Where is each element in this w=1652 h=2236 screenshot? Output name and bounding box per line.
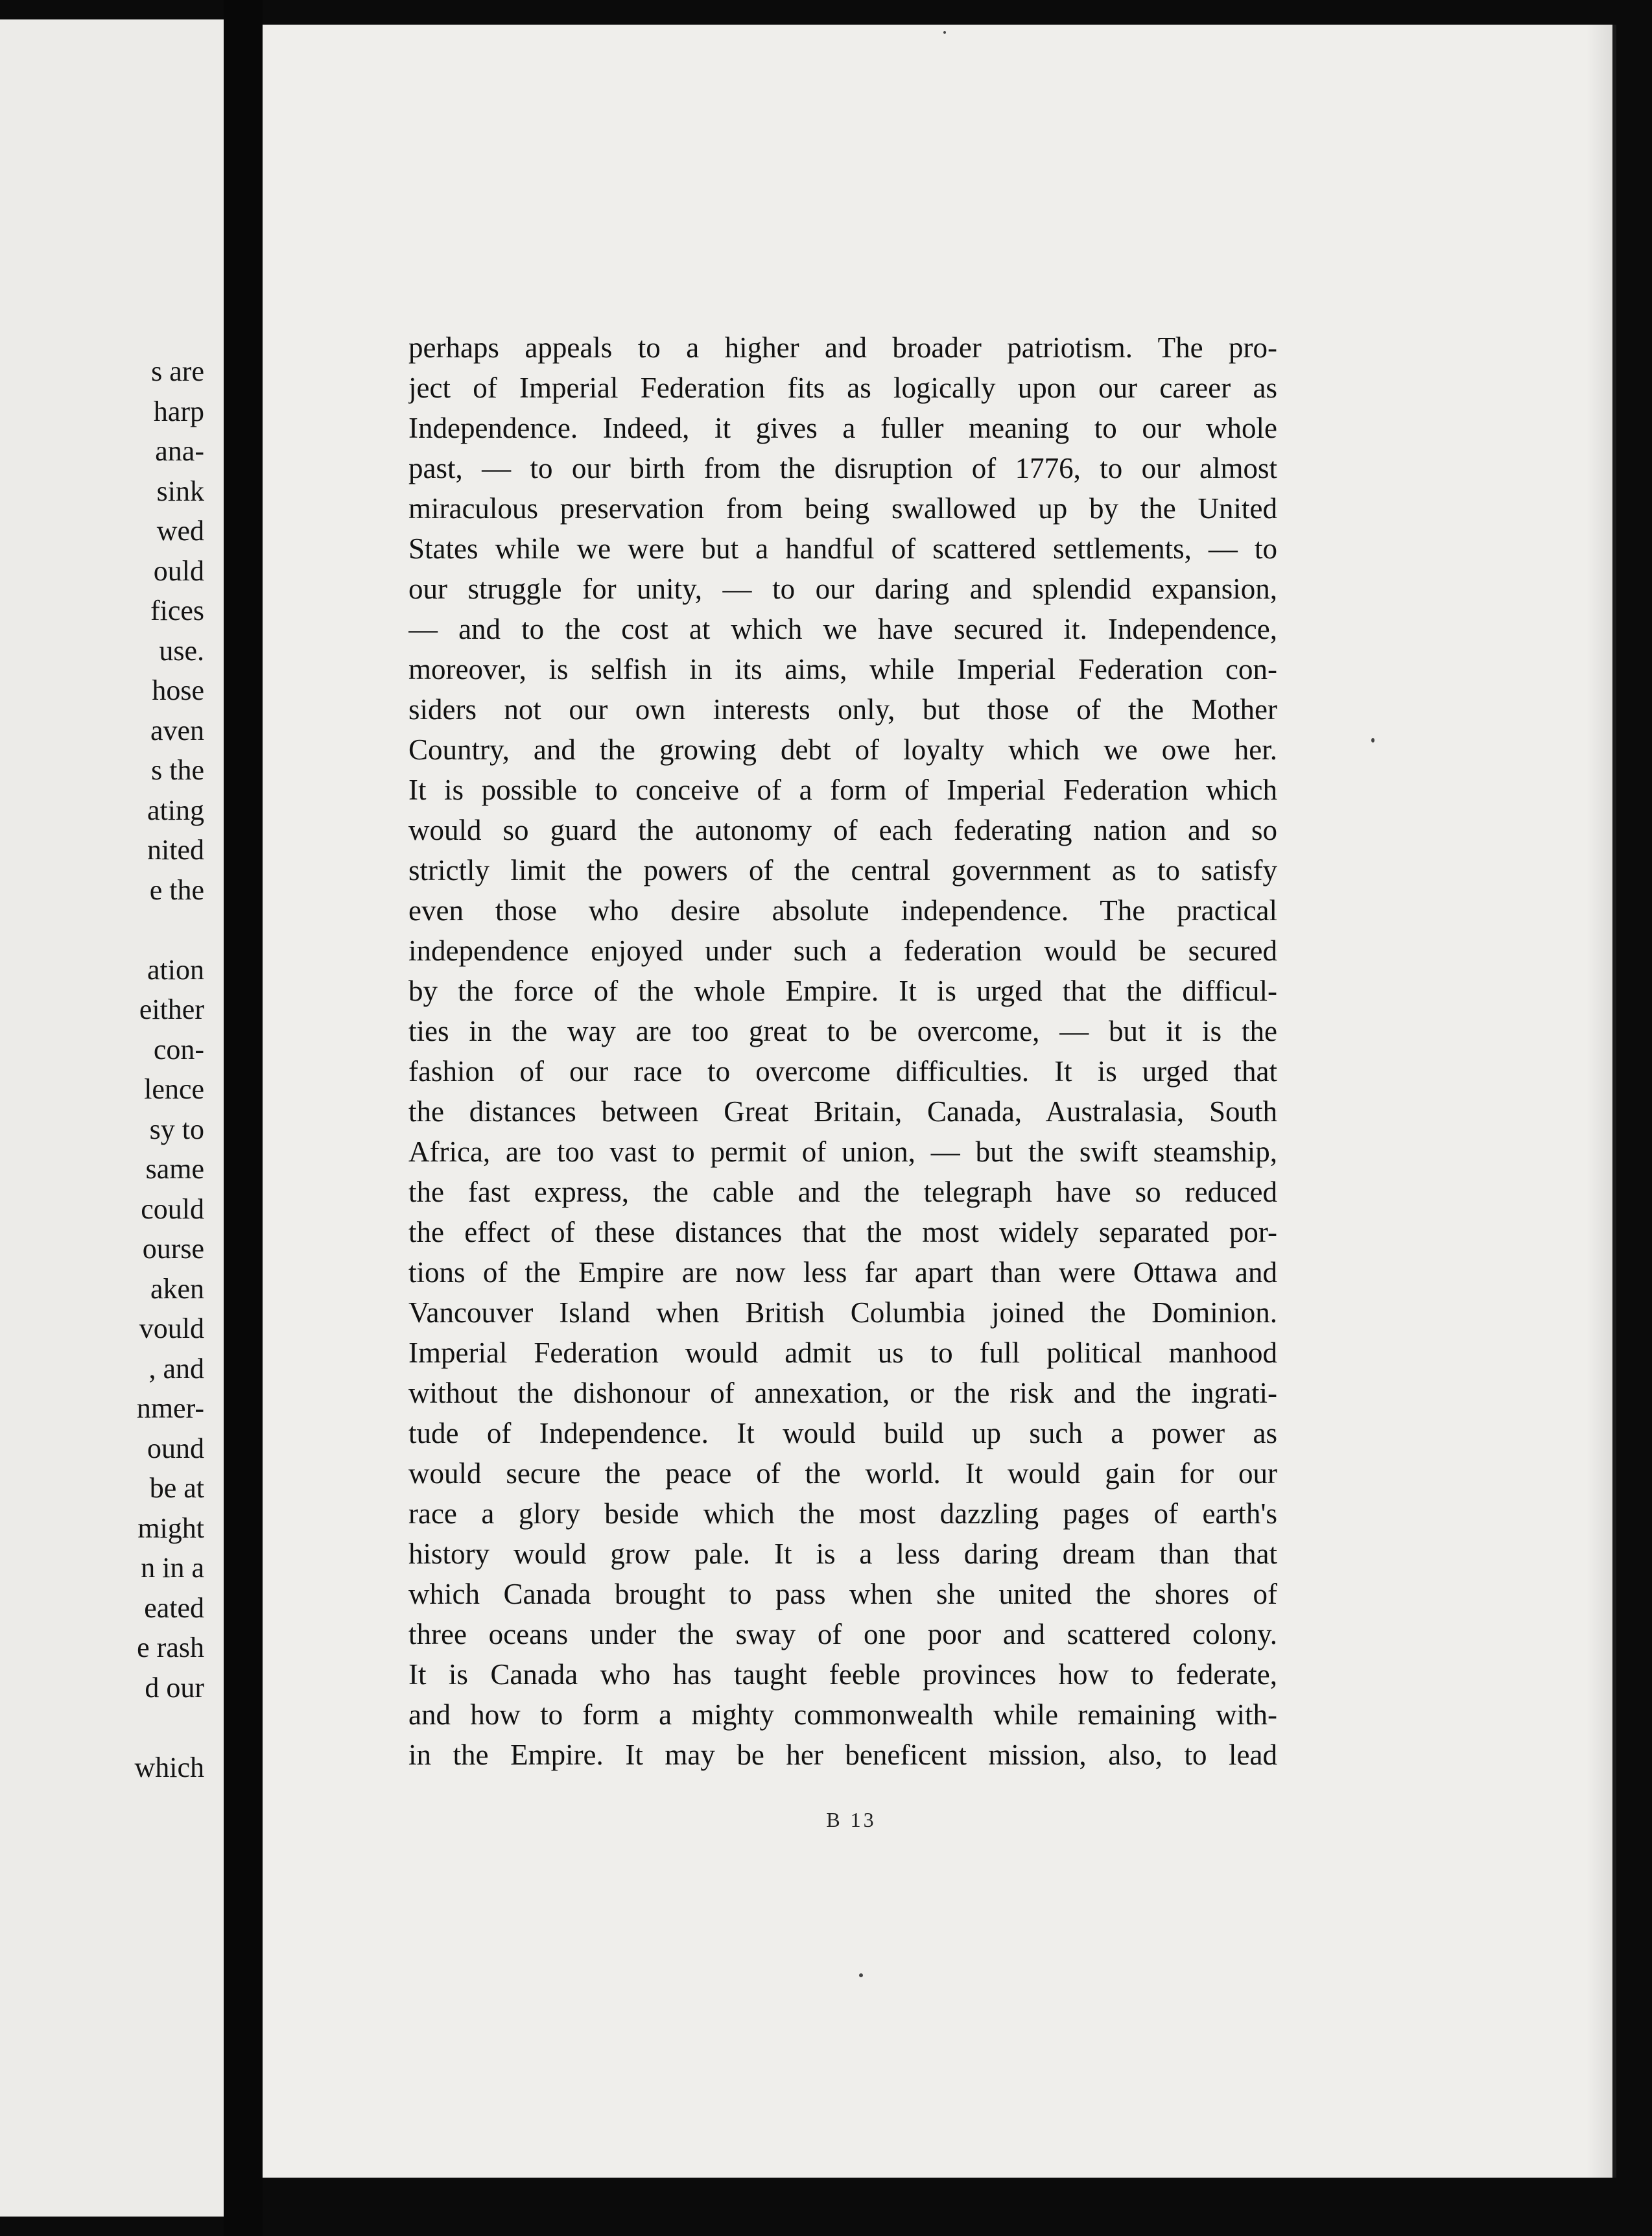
left-page-line-fragment: harp — [153, 395, 204, 427]
left-page-line-fragment: ound — [147, 1432, 204, 1464]
left-page-line-fragment: ould — [153, 554, 204, 587]
left-page-line-fragment: either — [139, 993, 204, 1025]
text-line: fashion of our race to overcome difficulties. It is urged that — [408, 1055, 1277, 1088]
text-line: tions of the Empire are now less far apart than were Ottawa and — [408, 1256, 1277, 1289]
text-line: in the Empire. It may be her beneficent mission, also, to lead — [408, 1739, 1277, 1771]
left-page-blank-line — [0, 910, 204, 950]
left-page — [0, 19, 224, 2217]
left-page-line-fragment: aven — [150, 714, 204, 746]
left-page-line-fragment: , and — [148, 1352, 204, 1385]
text-line: the effect of these distances that the most widely separated por- — [408, 1216, 1277, 1248]
paper-speck — [859, 1973, 863, 1977]
signature-mark: B 13 — [826, 1808, 877, 1831]
text-line: — and to the cost at which we have secured it. Independence, — [408, 613, 1277, 645]
text-line: It is possible to conceive of a form of Imperial Federation which — [408, 774, 1277, 806]
text-line: Africa, are too vast to permit of union, — but the swift steamship, — [408, 1136, 1277, 1168]
left-page-line-fragment: sink — [156, 475, 204, 507]
left-page-line-fragment: e the — [149, 874, 204, 906]
text-line: our struggle for unity, — to our daring and splendid expansion, — [408, 573, 1277, 605]
left-page-line-fragment: d our — [145, 1671, 204, 1704]
text-line: ject of Imperial Federation fits as logically upon our career as — [408, 372, 1277, 404]
text-line: Independence. Indeed, it gives a fuller meaning to our whole — [408, 412, 1277, 444]
left-page-text-fragments — [0, 351, 204, 1787]
left-page-line-fragment: fices — [150, 595, 204, 626]
left-page-line-fragment: might — [137, 1512, 204, 1544]
text-line: moreover, is selfish in its aims, while Imperial Federation con- — [408, 653, 1277, 685]
left-page-line-fragment: con- — [153, 1033, 204, 1065]
left-page-line-fragment: which — [134, 1751, 204, 1783]
left-page-line-fragment: s are — [151, 355, 204, 387]
book-gutter — [224, 0, 263, 2236]
text-line: past, — to our birth from the disruption of 1776, to our almost — [408, 452, 1277, 484]
left-page-line-fragment: same — [145, 1153, 204, 1185]
text-line: would so guard the autonomy of each federating nation and so — [408, 814, 1277, 846]
text-line: independence enjoyed under such a federation would be secured — [408, 934, 1277, 967]
text-line: miraculous preservation from being swallowed up by the United — [408, 492, 1277, 525]
main-text-block — [408, 327, 1277, 1775]
left-page-line-fragment: wed — [156, 515, 204, 547]
text-line: It is Canada who has taught feeble provinces how to federate, — [408, 1658, 1277, 1691]
text-line: race a glory beside which the most dazzling pages of earth's — [408, 1497, 1277, 1530]
text-line: three oceans under the sway of one poor and scattered colony. — [408, 1618, 1277, 1650]
left-page-blank-line — [0, 1707, 204, 1748]
text-line: Country, and the growing debt of loyalty which we owe her. — [408, 733, 1277, 766]
left-page-line-fragment: ourse — [142, 1233, 204, 1265]
left-page-line-fragment: use. — [159, 634, 204, 667]
text-line: siders not our own interests only, but those of the Mother — [408, 693, 1277, 726]
text-line: by the force of the whole Empire. It is urged that the difficul- — [408, 975, 1277, 1007]
text-line: Vancouver Island when British Columbia joined the Dominion. — [408, 1296, 1277, 1329]
left-page-line-fragment: hose — [152, 674, 204, 706]
left-page-line-fragment: be at — [149, 1472, 204, 1504]
right-page — [263, 25, 1616, 2178]
text-line: the distances between Great Britain, Canada, Australasia, South — [408, 1095, 1277, 1128]
left-page-line-fragment: eated — [144, 1591, 204, 1624]
left-page-line-fragment: lence — [144, 1073, 204, 1105]
text-line: Imperial Federation would admit us to full political manhood — [408, 1337, 1277, 1369]
left-page-line-fragment: aken — [150, 1272, 204, 1305]
left-page-line-fragment: sy to — [149, 1113, 204, 1145]
left-page-line-fragment: ating — [147, 794, 204, 826]
text-line: States while we were but a handful of scattered settlements, — to — [408, 532, 1277, 565]
text-line: history would grow pale. It is a less daring dream than that — [408, 1538, 1277, 1570]
left-page-line-fragment: vould — [139, 1313, 204, 1344]
page-edge-shadow — [1587, 25, 1612, 2178]
left-page-line-fragment: could — [141, 1193, 204, 1225]
left-page-line-fragment: e rash — [137, 1632, 204, 1663]
text-line: would secure the peace of the world. It would gain for our — [408, 1457, 1277, 1490]
left-page-line-fragment: ana- — [155, 435, 204, 467]
left-page-line-fragment: nited — [147, 834, 204, 866]
left-page-line-fragment: nmer- — [136, 1392, 204, 1424]
text-line: without the dishonour of annexation, or the risk and the ingrati- — [408, 1377, 1277, 1409]
text-line: strictly limit the powers of the central government as to satisfy — [408, 854, 1277, 886]
paper-speck — [1371, 738, 1375, 743]
text-line: which Canada brought to pass when she united the shores of — [408, 1578, 1277, 1610]
text-line: tude of Independence. It would build up such a power as — [408, 1417, 1277, 1449]
text-line: the fast express, the cable and the telegraph have so reduced — [408, 1176, 1277, 1208]
text-line: even those who desire absolute independence. The practical — [408, 894, 1277, 927]
text-line: and how to form a mighty commonwealth while remaining with- — [408, 1698, 1277, 1731]
text-line: ties in the way are too great to be overcome, — but it is the — [408, 1015, 1277, 1047]
left-page-line-fragment: s the — [151, 754, 204, 786]
left-page-line-fragment: ation — [147, 953, 204, 986]
paper-speck — [943, 31, 946, 34]
left-page-line-fragment: n in a — [141, 1552, 204, 1584]
text-line: perhaps appeals to a higher and broader patriotism. The pro- — [408, 331, 1277, 364]
